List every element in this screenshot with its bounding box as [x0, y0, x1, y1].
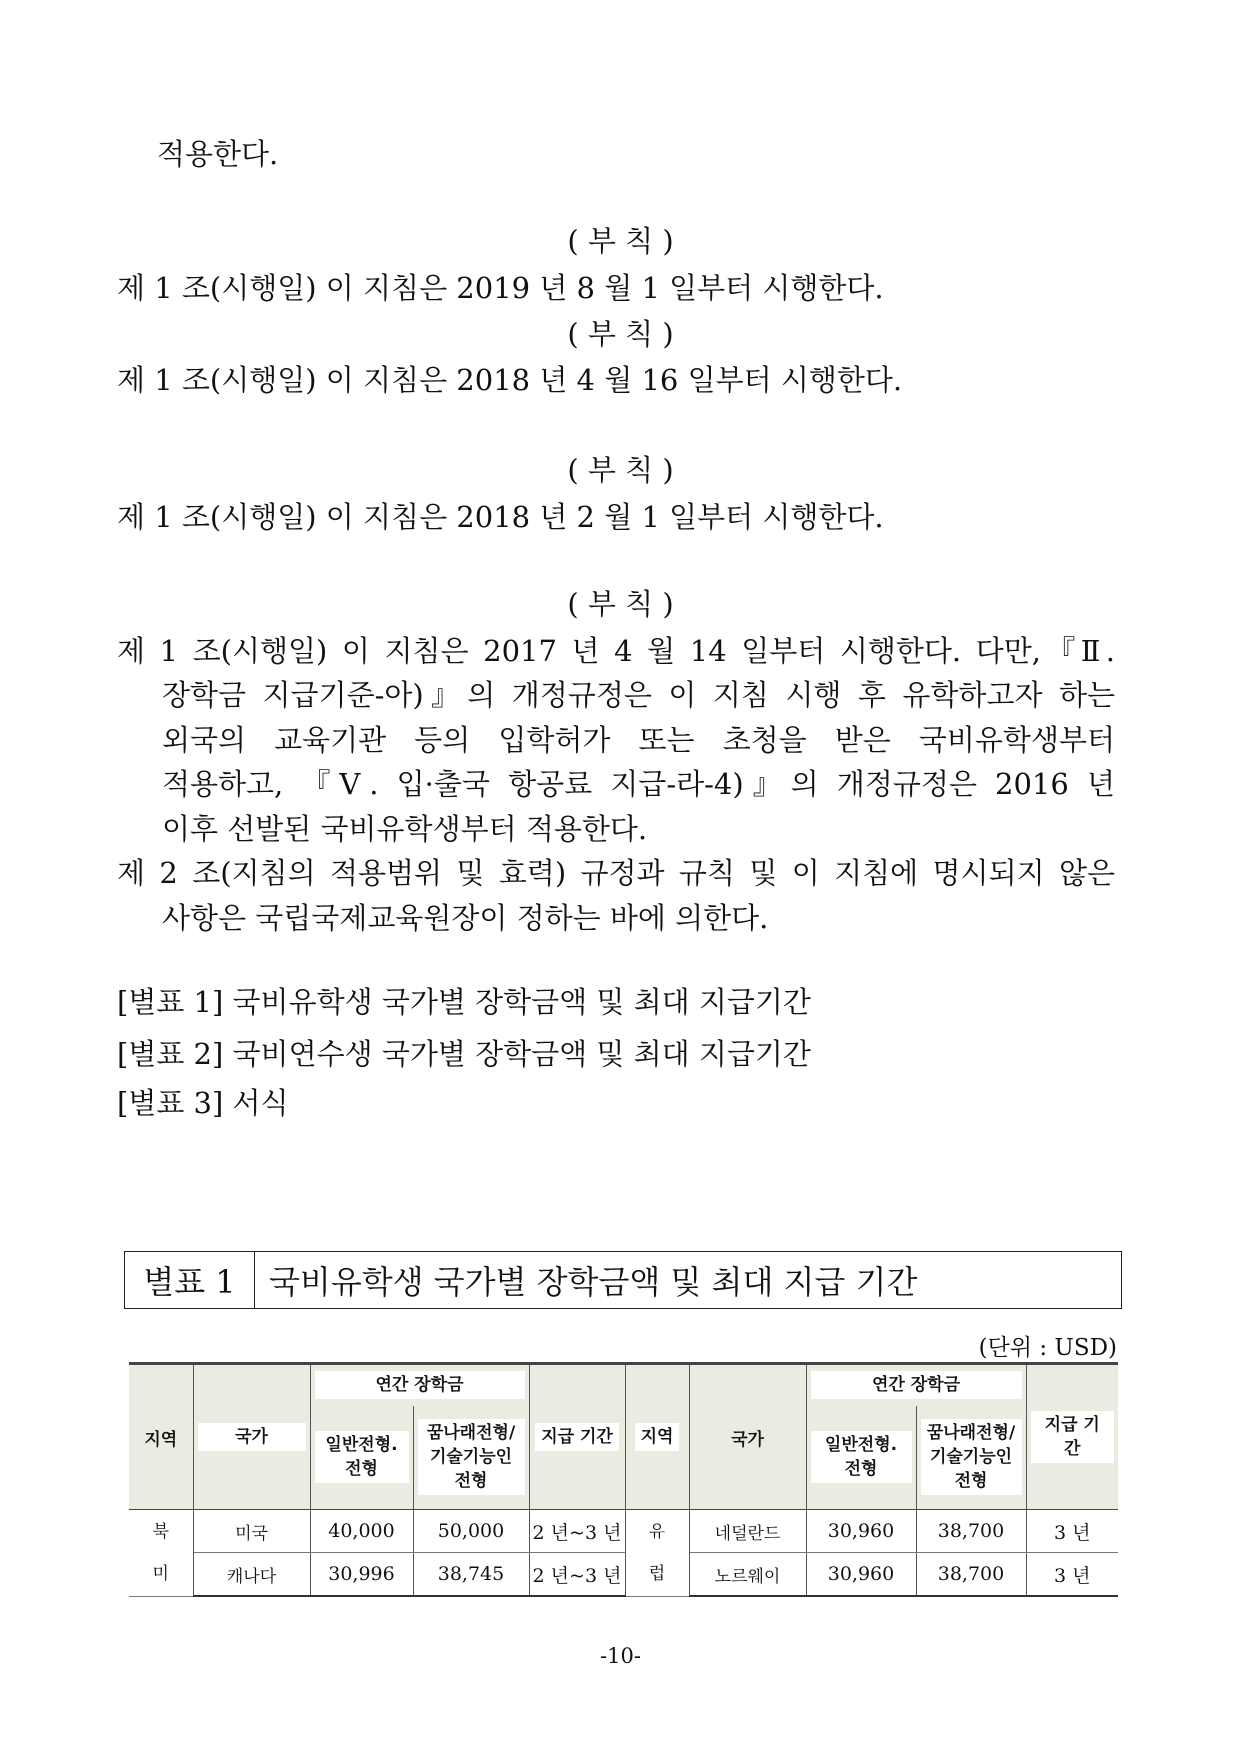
article-line: 적용하고, 『Ⅴ. 입·출국 항공료 지급-라-4)』의 개정규정은 2016 년	[162, 767, 1115, 801]
unit-label: (단위 : USD)	[978, 1335, 1117, 1361]
country-cell: 캐나다	[193, 1553, 310, 1597]
appendix-title-box	[124, 1251, 1122, 1309]
period-cell: 2 년~3 년	[529, 1510, 625, 1553]
header-period: 지급 기간	[1026, 1364, 1118, 1510]
header-general: 일반전형. 전형	[806, 1406, 916, 1510]
appendix-item: [별표 1] 국비유학생 국가별 장학금액 및 최대 지급기간	[117, 985, 811, 1019]
header-country: 국가	[193, 1364, 310, 1510]
country-cell: 미국	[193, 1510, 310, 1553]
article-line: 제 2 조(지침의 적용범위 및 효력) 규정과 규칙 및 이 지침에 명시되지 않은	[117, 856, 1115, 890]
table-row	[129, 1510, 1118, 1553]
appendix-title-label: 별표 1	[125, 1252, 255, 1308]
article-line: 외국의 교육기관 등의 입학허가 또는 초청을 받은 국비유학생부터	[162, 723, 1115, 757]
article-line: 제 1 조(시행일) 이 지침은 2018 년 2 월 1 일부터 시행한다.	[117, 500, 884, 534]
dream-amount-cell: 50,000	[413, 1510, 529, 1553]
region-cell-north-america: 북 미	[129, 1510, 193, 1597]
article-line: 제 1 조(시행일) 이 지침은 2019 년 8 월 1 일부터 시행한다.	[117, 271, 884, 305]
general-amount-cell: 30,960	[806, 1510, 916, 1553]
period-cell: 3 년	[1026, 1553, 1118, 1597]
country-cell: 노르웨이	[689, 1553, 806, 1597]
general-amount-cell: 30,996	[310, 1553, 413, 1597]
article-line: 이후 선발된 국비유학생부터 적용한다.	[162, 812, 648, 846]
continued-text: 적용한다.	[157, 137, 279, 171]
appendix-item: [별표 3] 서식	[117, 1086, 289, 1120]
header-region: 지역	[625, 1364, 689, 1510]
header-general: 일반전형. 전형	[310, 1406, 413, 1510]
article-line: 장학금 지급기준-아)』의 개정규정은 이 지침 시행 후 유학하고자 하는	[162, 678, 1115, 712]
scholarship-table	[129, 1362, 1118, 1597]
article-line: 제 1 조(시행일) 이 지침은 2017 년 4 월 14 일부터 시행한다. 다만,『Ⅱ.	[117, 634, 1115, 668]
appendix-title-text: 국비유학생 국가별 장학금액 및 최대 지급 기간	[269, 1263, 918, 1301]
header-region: 지역	[129, 1364, 193, 1510]
header-dream: 꿈나래전형/ 기술기능인 전형	[916, 1406, 1026, 1510]
header-annual: 연간 장학금	[806, 1364, 1026, 1406]
header-period: 지급 기간	[529, 1364, 625, 1510]
dream-amount-cell: 38,700	[916, 1553, 1026, 1597]
article-line: 사항은 국립국제교육원장이 정하는 바에 의한다.	[162, 901, 769, 935]
dream-amount-cell: 38,745	[413, 1553, 529, 1597]
addendum-heading: ( 부 칙 )	[567, 453, 674, 487]
general-amount-cell: 40,000	[310, 1510, 413, 1553]
period-cell: 2 년~3 년	[529, 1553, 625, 1597]
article-line: 제 1 조(시행일) 이 지침은 2018 년 4 월 16 일부터 시행한다.	[117, 363, 903, 397]
country-cell: 네덜란드	[689, 1510, 806, 1553]
period-cell: 3 년	[1026, 1510, 1118, 1553]
region-cell-europe: 유 럽	[625, 1510, 689, 1597]
dream-amount-cell: 38,700	[916, 1510, 1026, 1553]
addendum-heading: ( 부 칙 )	[567, 317, 674, 351]
general-amount-cell: 30,960	[806, 1553, 916, 1597]
addendum-heading: ( 부 칙 )	[567, 224, 674, 258]
addendum-heading: ( 부 칙 )	[567, 587, 674, 621]
page-number: -10-	[600, 1644, 641, 1668]
header-country: 국가	[689, 1364, 806, 1510]
header-annual: 연간 장학금	[310, 1364, 529, 1406]
table-row	[129, 1553, 1118, 1597]
appendix-item: [별표 2] 국비연수생 국가별 장학금액 및 최대 지급기간	[117, 1037, 811, 1071]
header-dream: 꿈나래전형/ 기술기능인 전형	[413, 1406, 529, 1510]
